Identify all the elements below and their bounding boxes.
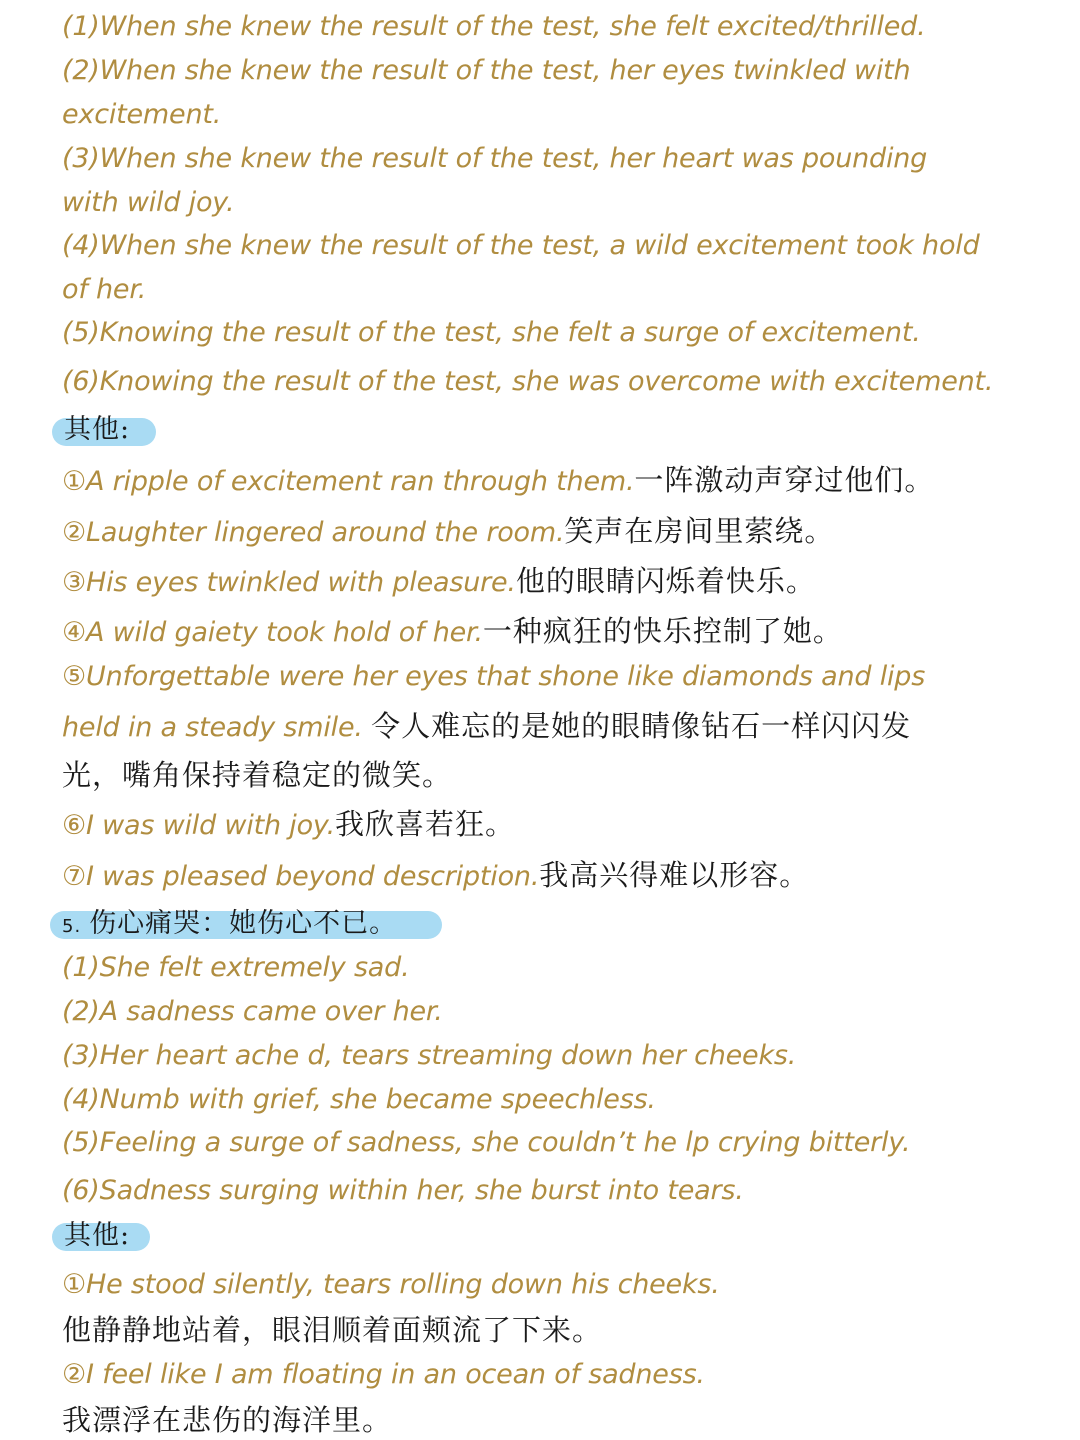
- sentence-line: (1)When she knew the result of the test, she felt excited/thrilled.: [62, 11, 926, 42]
- sentence-line: (3)When she knew the result of the test, her heart was pounding: [62, 143, 928, 174]
- other-sentence: ⑥I was wild with joy.我欣喜若狂。: [62, 807, 516, 841]
- sentence-line: (4)Numb with grief, she became speechless.: [62, 1084, 656, 1115]
- sentence-line: (5)Knowing the result of the test, she felt a surge of excitement.: [62, 317, 921, 348]
- chinese-translation: 我漂浮在悲伤的海洋里。: [62, 1403, 393, 1437]
- sentence-line: (5)Feeling a surge of sadness, she couldn’t he lp crying bitterly.: [62, 1127, 911, 1158]
- other-sentence: ②I feel like I am floating in an ocean of sadness.: [62, 1359, 705, 1390]
- other-sentence: ④A wild gaiety took hold of her.一种疯狂的快乐控制了她。: [62, 614, 843, 648]
- sentence-line: (2)A sadness came over her.: [62, 996, 443, 1027]
- other-label: 其他:: [64, 414, 131, 445]
- other-sentence: ⑦I was pleased beyond description.我高兴得难以形容。: [62, 858, 810, 892]
- sentence-line: with wild joy.: [62, 187, 235, 218]
- other-sentence: ②Laughter lingered around the room.笑声在房间里萦绕。: [62, 514, 835, 548]
- other-sentence: ①He stood silently, tears rolling down his cheeks.: [62, 1269, 720, 1300]
- other-label: 其他:: [64, 1220, 131, 1251]
- other-sentence: held in a steady smile. 令人难忘的是她的眼睛像钻石一样闪闪发: [62, 709, 912, 743]
- section-heading: 5. 伤心痛哭：她伤心不已。: [62, 908, 398, 939]
- sentence-line: (1)She felt extremely sad.: [62, 952, 410, 983]
- sentence-line: (2)When she knew the result of the test, her eyes twinkled with: [62, 55, 911, 86]
- chinese-translation: 他静静地站着，眼泪顺着面颊流了下来。: [62, 1313, 603, 1347]
- chinese-translation: 光，嘴角保持着稳定的微笑。: [62, 758, 453, 792]
- other-sentence: ③His eyes twinkled with pleasure.他的眼睛闪烁着快乐。: [62, 564, 816, 598]
- sentence-line: of her.: [62, 274, 147, 305]
- sentence-line: (6)Knowing the result of the test, she was overcome with excitement.: [62, 366, 994, 397]
- sentence-line: (6)Sadness surging within her, she burst into tears.: [62, 1175, 744, 1206]
- sentence-line: excitement.: [62, 99, 222, 130]
- sentence-line: (4)When she knew the result of the test, a wild excitement took hold: [62, 230, 980, 261]
- sentence-line: (3)Her heart ache d, tears streaming down her cheeks.: [62, 1040, 797, 1071]
- other-sentence: ①A ripple of excitement ran through them.一阵激动声穿过他们。: [62, 463, 935, 497]
- other-sentence: ⑤Unforgettable were her eyes that shone like diamonds and lips: [62, 661, 926, 692]
